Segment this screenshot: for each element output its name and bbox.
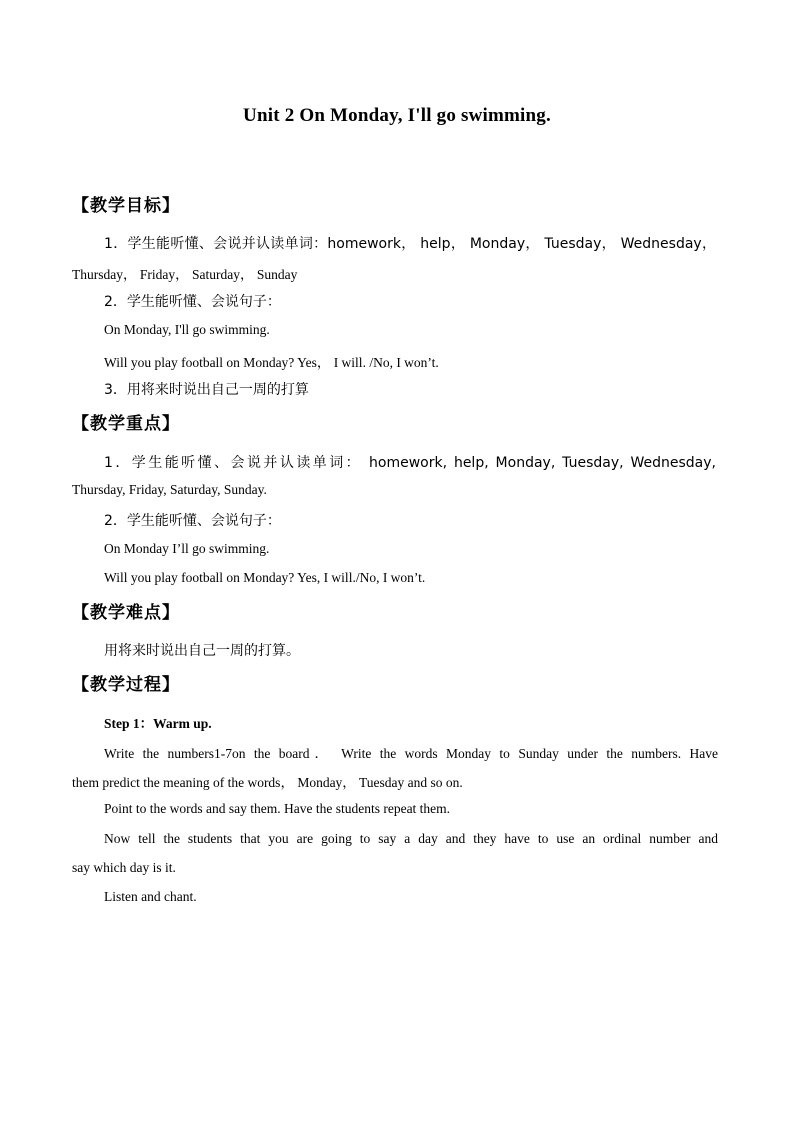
- key-points-line-5: Will you play football on Monday? Yes, I will./No, I won’t.: [104, 570, 426, 585]
- process-paragraph-3b: say which day is it.: [72, 860, 176, 875]
- key-points-line-4: On Monday I’ll go swimming.: [104, 541, 270, 556]
- process-paragraph-1a: Write the numbers1-7on the board． Write the words Monday to Sunday under the numbers. Have: [104, 746, 718, 761]
- heading-difficulties: 【教学难点】: [72, 603, 180, 623]
- process-paragraph-2: Point to the words and say them. Have the students repeat them.: [104, 801, 451, 816]
- process-paragraph-4: Listen and chant.: [104, 889, 197, 904]
- objectives-line-6: 3．用将来时说出自己一周的打算: [104, 382, 309, 398]
- heading-process: 【教学过程】: [72, 675, 180, 695]
- objectives-line-3: 2．学生能听懂、会说句子：: [104, 294, 281, 310]
- process-step-title: Step 1：Warm up.: [104, 716, 212, 731]
- key-points-line-1: 1．学生能听懂、会说并认读单词： homework, help, Monday, Tuesday, Wednesday,: [104, 455, 716, 471]
- objectives-line-4: On Monday, I'll go swimming.: [104, 322, 270, 337]
- objectives-line-1: 1．学生能听懂、会说并认读单词：homework， help， Monday， Tuesday， Wednesday，: [104, 236, 716, 252]
- heading-objectives: 【教学目标】: [72, 196, 180, 216]
- process-paragraph-1b: them predict the meaning of the words， Monday， Tuesday and so on.: [72, 775, 463, 790]
- process-paragraph-3a: Now tell the students that you are going to say a day and they have to use an ordinal number and: [104, 831, 718, 846]
- objectives-line-2: Thursday， Friday， Saturday， Sunday: [72, 267, 298, 282]
- heading-key-points: 【教学重点】: [72, 414, 180, 434]
- difficulties-line-1: 用将来时说出自己一周的打算。: [104, 643, 300, 659]
- key-points-line-2: Thursday, Friday, Saturday, Sunday.: [72, 482, 267, 497]
- key-points-line-3: 2．学生能听懂、会说句子：: [104, 513, 281, 529]
- objectives-line-5: Will you play football on Monday? Yes， I will. /No, I won’t.: [104, 355, 439, 370]
- page-title: Unit 2 On Monday, I'll go swimming.: [243, 105, 551, 126]
